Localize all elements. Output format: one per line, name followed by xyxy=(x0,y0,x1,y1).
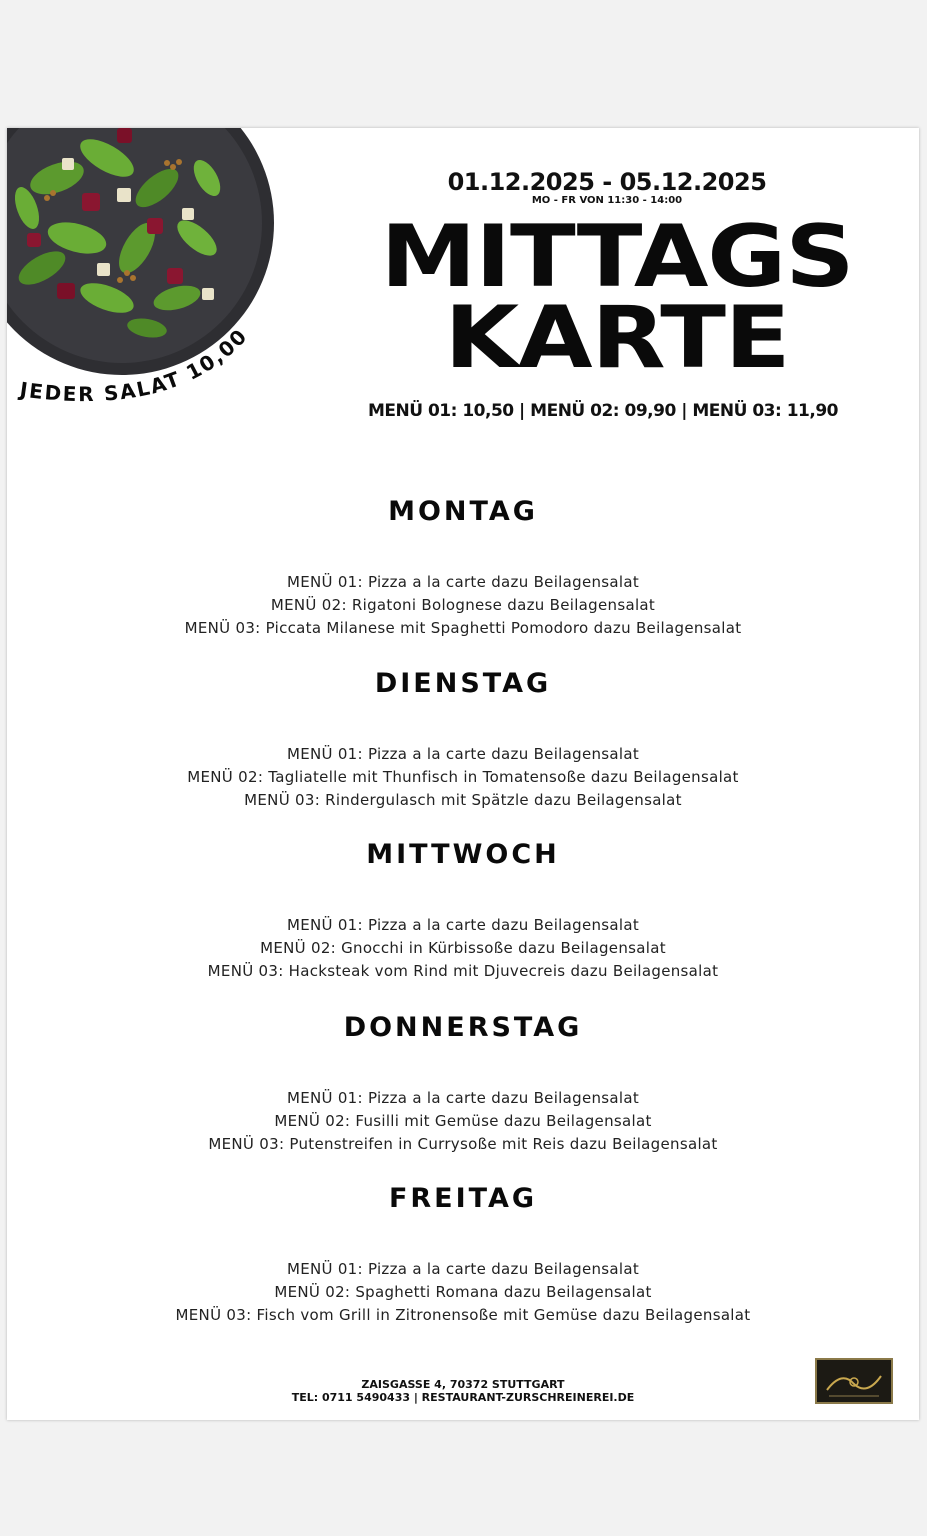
menu-item: MENÜ 03: Rindergulasch mit Spätzle dazu Beilagensalat xyxy=(244,791,682,809)
menu-item: MENÜ 01: Pizza a la carte dazu Beilagensalat xyxy=(286,916,640,934)
menu-item: MENÜ 03: Putenstreifen in Currysoße mit Reis dazu Beilagensalat xyxy=(208,1135,718,1153)
page-title-line2: KARTE xyxy=(444,288,790,388)
day-section-montag xyxy=(7,496,919,640)
menu-item: MENÜ 03: Fisch vom Grill in Zitronensoße mit Gemüse dazu Beilagensalat xyxy=(175,1306,751,1324)
menu-item: MENÜ 02: Spaghetti Romana dazu Beilagensalat xyxy=(274,1283,652,1301)
footer-phone-website: TEL: 0711 5490433 | RESTAURANT-ZURSCHREINEREI.DE xyxy=(291,1391,635,1404)
menu-item: MENÜ 02: Fusilli mit Gemüse dazu Beilagensalat xyxy=(274,1112,652,1130)
salad-banner-text: JEDER SALAT 10,00 xyxy=(18,323,253,407)
svg-text:JEDER SALAT 10,00 xyxy=(16,323,252,406)
menu-item: MENÜ 03: Piccata Milanese mit Spaghetti Pomodoro dazu Beilagensalat xyxy=(184,619,742,637)
day-heading: FREITAG xyxy=(388,1183,538,1214)
menu-item: MENÜ 01: Pizza a la carte dazu Beilagensalat xyxy=(286,1089,640,1107)
day-section-donnerstag xyxy=(7,1012,919,1156)
menu-item: MENÜ 02: Tagliatelle mit Thunfisch in Tomatensoße dazu Beilagensalat xyxy=(187,768,739,786)
menu-item: MENÜ 02: Rigatoni Bolognese dazu Beilagensalat xyxy=(270,596,656,614)
menu-prices: MENÜ 01: 10,50 | MENÜ 02: 09,90 | MENÜ 03: 11,90 xyxy=(368,401,838,421)
footer-contact xyxy=(7,1378,919,1404)
day-section-freitag xyxy=(7,1183,919,1327)
menu-card xyxy=(7,128,919,1420)
menu-item: MENÜ 03: Hacksteak vom Rind mit Djuvecreis dazu Beilagensalat xyxy=(207,962,719,980)
menu-item: MENÜ 01: Pizza a la carte dazu Beilagensalat xyxy=(286,573,640,591)
restaurant-logo xyxy=(815,1358,893,1404)
footer-address: ZAISGASSE 4, 70372 STUTTGART xyxy=(361,1378,565,1391)
day-heading: DIENSTAG xyxy=(374,668,552,699)
menu-item: MENÜ 01: Pizza a la carte dazu Beilagensalat xyxy=(286,745,640,763)
day-section-mittwoch xyxy=(7,839,919,983)
menu-item: MENÜ 02: Gnocchi in Kürbissoße dazu Beilagensalat xyxy=(260,939,666,957)
page-title-line1: MITTAGS xyxy=(380,207,854,307)
opening-hours: MO - FR VON 11:30 - 14:00 xyxy=(531,195,683,206)
day-heading: MONTAG xyxy=(388,496,538,527)
menu-item: MENÜ 01: Pizza a la carte dazu Beilagensalat xyxy=(286,1260,640,1278)
day-heading: MITTWOCH xyxy=(366,839,560,870)
date-range: 01.12.2025 - 05.12.2025 xyxy=(447,168,767,196)
day-section-dienstag xyxy=(7,668,919,812)
day-heading: DONNERSTAG xyxy=(343,1012,583,1043)
